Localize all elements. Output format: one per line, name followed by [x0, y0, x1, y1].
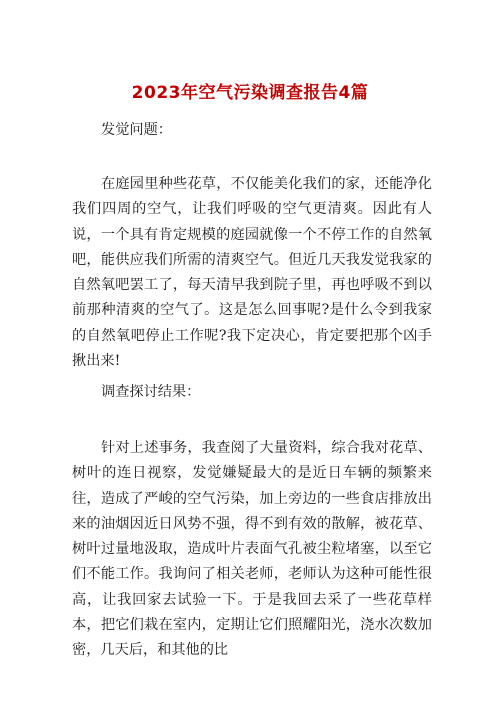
paragraph-text: 针对上述事务，我查阅了大量资料，综合我对花草、树叶的连日视察，发觉嫌疑最大的是近日车辆的频繁来往，造成了严峻的空气污染，加上旁边的一些食店排放出来的油烟因近日风势不强，得不到有效的散解，被花草、树叶过量地汲取，造成叶片表面气孔被尘粒堵塞，以至它们不能工作。我询问了相关老师，老师认为这种可能性很高，让我回家去试验一下。于是我回去采了一些花草样本，把它们栽在室内，定期让它们照耀阳光，浇水次数加密，几天后，和其他的比: [72, 440, 432, 659]
section-heading-results: 调查探讨结果：: [101, 384, 201, 400]
paragraph-text: 在庭园里种些花草，不仅能美化我们的家，还能净化我们四周的空气，让我们呼吸的空气更清爽。因此有人说，一个具有肯定规模的庭园就像一个不停工作的自然氧吧，能供应我们所需的清爽空气。但近几天我发觉我家的自然氧吧罢工了，每天清早我到院子里，再也呼吸不到以前那种清爽的空气了。这是怎么回事呢?是什么令到我家的自然氧吧停止工作呢?我下定决心，肯定要把那个凶手揪出来!: [72, 176, 432, 370]
document-title: 2023年空气污染调查报告4篇: [131, 83, 369, 103]
section-heading-problem: 发觉问题：: [101, 122, 172, 138]
section-paragraph-problem: [72, 172, 432, 374]
section-paragraph-results: [72, 436, 432, 664]
